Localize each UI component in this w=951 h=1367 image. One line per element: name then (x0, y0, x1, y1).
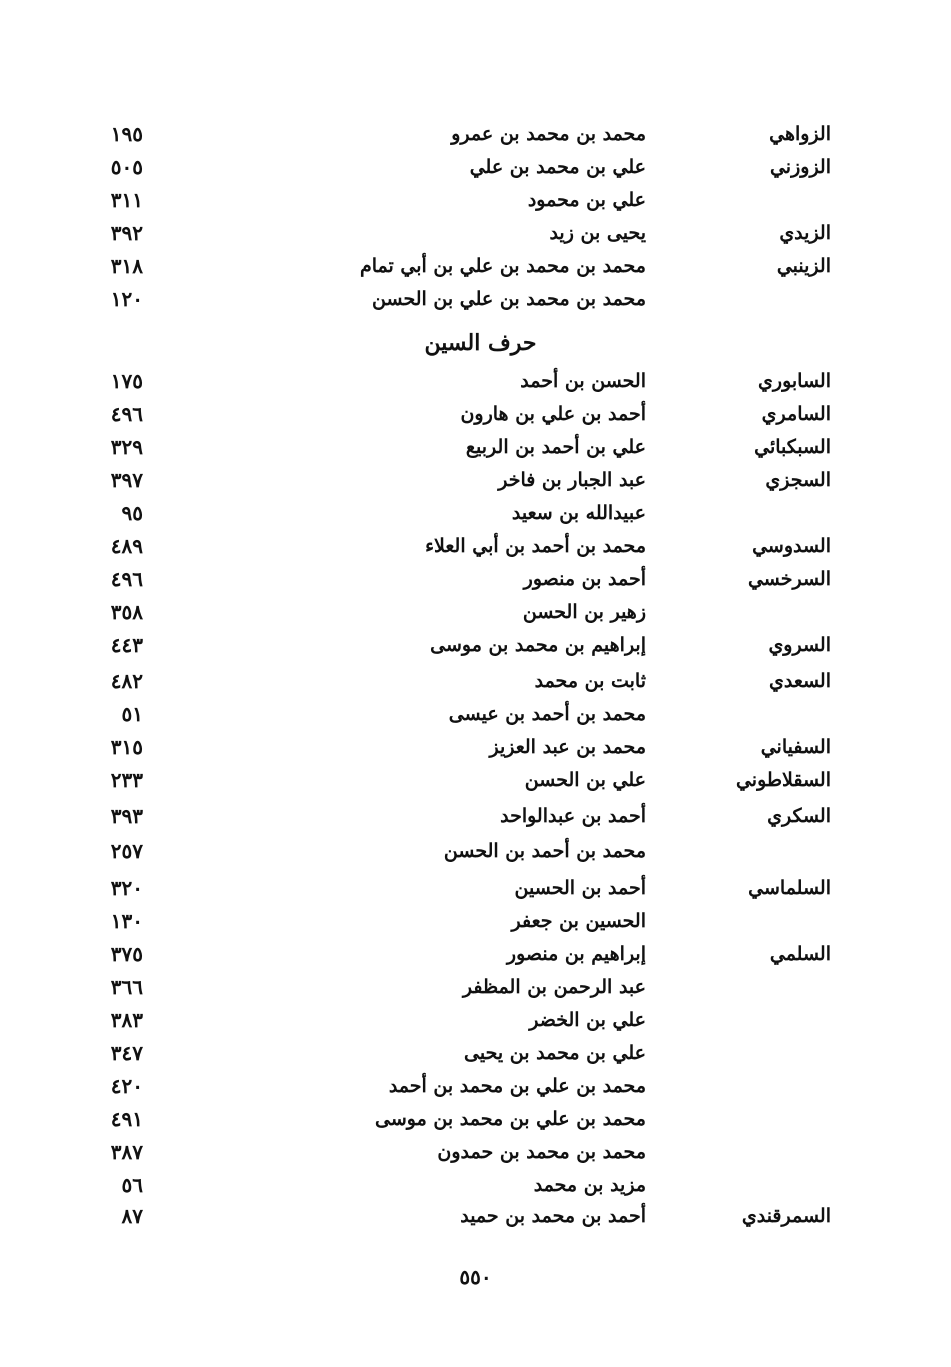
entry-page-number: ٩٥ (121, 501, 143, 525)
entry-name: أحمد بن الحسين (514, 877, 646, 899)
entry-nisba: السامري (761, 403, 831, 425)
entry-name: محمد بن محمد بن حمدون (437, 1141, 646, 1163)
entry-name: علي بن محمد بن علي (469, 156, 646, 178)
entry-page-number: ١٩٥ (110, 122, 143, 146)
index-entry (0, 1070, 951, 1103)
entry-nisba: السدوسي (752, 535, 831, 557)
index-entry (0, 217, 951, 250)
entry-name: أحمد بن محمد بن حميد (460, 1205, 646, 1227)
index-entry (0, 283, 951, 316)
index-entry (0, 835, 951, 868)
entry-page-number: ٣٨٣ (110, 1008, 143, 1032)
entry-name: عبد الجبار بن فاخر (498, 469, 646, 491)
entry-nisba: الزوزني (769, 156, 831, 178)
index-entry (0, 698, 951, 731)
entry-nisba: السكري (767, 805, 831, 827)
index-entry (0, 497, 951, 530)
entry-name: عبد الرحمن بن المظفر (462, 976, 646, 998)
entry-name: مزيد بن محمد (533, 1174, 646, 1196)
entry-name: محمد بن أحمد بن الحسن (443, 840, 646, 862)
entry-page-number: ٤٢٠ (110, 1074, 143, 1098)
index-entry (0, 1169, 951, 1202)
entry-name: زهير بن الحسن (522, 601, 646, 623)
index-entry (0, 464, 951, 497)
entry-nisba: السابوري (758, 370, 831, 392)
entry-page-number: ٣٩٢ (110, 221, 143, 245)
index-entry (0, 629, 951, 662)
index-entry (0, 905, 951, 938)
entry-nisba: السعدي (768, 670, 831, 692)
entry-nisba: السلماسي (748, 877, 831, 899)
entry-page-number: ٣٢٩ (110, 435, 143, 459)
entry-name: عبيدالله بن سعيد (511, 502, 646, 524)
entry-page-number: ٨٧ (121, 1204, 143, 1228)
section-heading: حرف السين (424, 330, 537, 356)
entry-name: إبراهيم بن محمد بن موسى (430, 634, 646, 656)
index-entry (0, 665, 951, 698)
index-entry (0, 250, 951, 283)
entry-page-number: ٣٢٠ (110, 876, 143, 900)
entry-page-number: ٢٣٣ (110, 768, 143, 792)
entry-name: محمد بن محمد بن علي بن أبي تمام (359, 255, 646, 277)
entry-page-number: ٣١١ (110, 188, 143, 212)
entry-page-number: ٥٠٥ (110, 155, 143, 179)
index-entry (0, 971, 951, 1004)
entry-page-number: ٤٩٦ (110, 402, 143, 426)
entry-name: إبراهيم بن منصور (506, 943, 646, 965)
index-entry (0, 1103, 951, 1136)
entry-name: يحيى بن زيد (549, 222, 646, 244)
index-entry (0, 1037, 951, 1070)
entry-nisba: السمرقندي (741, 1205, 831, 1227)
index-entry (0, 1004, 951, 1037)
entry-nisba: السجزي (765, 469, 831, 491)
entry-name: علي بن محمود (527, 189, 646, 211)
entry-page-number: ٥١ (121, 702, 143, 726)
page-number: ٥٥٠ (459, 1265, 492, 1289)
entry-name: علي بن محمد بن يحيى (464, 1042, 646, 1064)
entry-page-number: ٣١٨ (110, 254, 143, 278)
index-entry (0, 398, 951, 431)
entry-nisba: السلمي (769, 943, 831, 965)
entry-name: أحمد بن علي بن هارون (460, 403, 646, 425)
entry-name: أحمد بن منصور (523, 568, 646, 590)
entry-page-number: ٣٩٣ (110, 804, 143, 828)
entry-name: الحسين بن جعفر (511, 910, 646, 932)
entry-nisba: السرخسي (747, 568, 831, 590)
index-entry (0, 530, 951, 563)
entry-page-number: ٣٩٧ (110, 468, 143, 492)
entry-name: محمد بن عبد العزيز (489, 736, 646, 758)
index-entry (0, 365, 951, 398)
index-entry (0, 764, 951, 797)
index-entry (0, 731, 951, 764)
index-entry (0, 563, 951, 596)
entry-page-number: ٣٥٨ (110, 600, 143, 624)
entry-name: محمد بن علي بن محمد بن أحمد (388, 1075, 646, 1097)
entry-page-number: ٢٥٧ (110, 839, 143, 863)
index-entry (0, 1136, 951, 1169)
entry-name: الحسن بن أحمد (520, 370, 646, 392)
index-entry (0, 118, 951, 151)
entry-page-number: ١٢٠ (110, 287, 143, 311)
index-entry (0, 938, 951, 971)
entry-page-number: ٤٩١ (110, 1107, 143, 1131)
index-entry (0, 151, 951, 184)
entry-nisba: السفياني (760, 736, 831, 758)
entry-name: علي بن أحمد بن الربيع (465, 436, 646, 458)
entry-name: محمد بن محمد بن علي بن الحسن (372, 288, 646, 310)
entry-nisba: السروي (768, 634, 831, 656)
index-entry (0, 800, 951, 833)
entry-page-number: ١٧٥ (110, 369, 143, 393)
index-entry (0, 872, 951, 905)
entry-name: أحمد بن عبدالواحد (500, 805, 646, 827)
entry-name: علي بن الحسن (524, 769, 646, 791)
entry-page-number: ٤٨٢ (110, 669, 143, 693)
entry-nisba: الزواهي (769, 123, 831, 145)
entry-name: محمد بن علي بن محمد بن موسى (375, 1108, 646, 1130)
entry-page-number: ٣٧٥ (110, 942, 143, 966)
entry-page-number: ٤٩٦ (110, 567, 143, 591)
index-entry (0, 184, 951, 217)
entry-page-number: ٥٦ (121, 1173, 143, 1197)
entry-page-number: ٣١٥ (110, 735, 143, 759)
entry-name: علي بن الخضر (529, 1009, 646, 1031)
index-entry (0, 1200, 951, 1233)
entry-name: ثابت بن محمد (534, 670, 646, 692)
entry-page-number: ١٣٠ (110, 909, 143, 933)
entry-nisba: الزيدي (779, 222, 831, 244)
entry-name: محمد بن أحمد بن أبي العلاء (425, 535, 646, 557)
entry-nisba: الزينبي (776, 255, 831, 277)
index-entry (0, 596, 951, 629)
entry-nisba: السبكبائي (754, 436, 831, 458)
entry-name: محمد بن أحمد بن عيسى (448, 703, 646, 725)
entry-page-number: ٤٨٩ (110, 534, 143, 558)
entry-page-number: ٤٤٣ (110, 633, 143, 657)
index-entry (0, 431, 951, 464)
entry-name: محمد بن محمد بن عمرو (451, 123, 646, 145)
entry-page-number: ٣٨٧ (110, 1140, 143, 1164)
entry-nisba: السقلاطوني (735, 769, 831, 791)
entry-page-number: ٣٦٦ (110, 975, 143, 999)
entry-page-number: ٣٤٧ (110, 1041, 143, 1065)
